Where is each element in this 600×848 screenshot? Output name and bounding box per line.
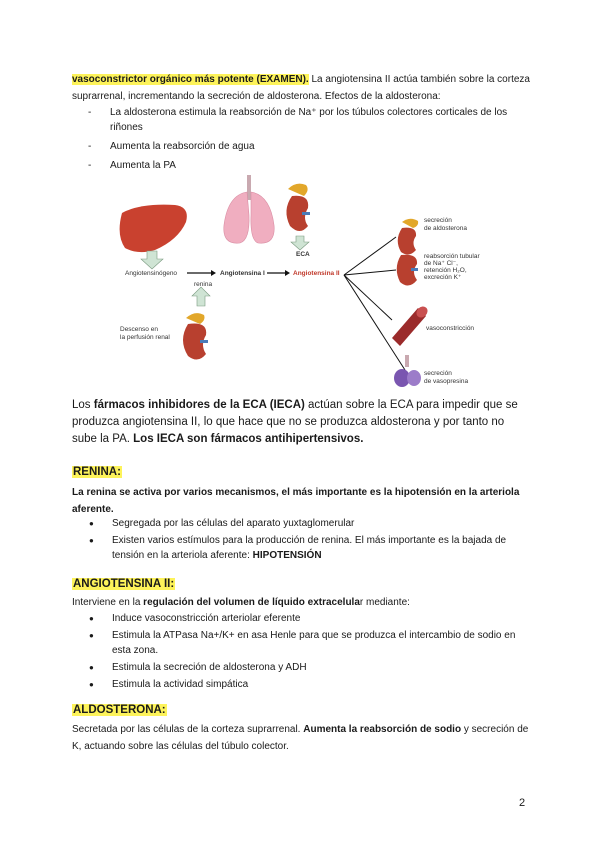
angiotensina-list [90,611,530,692]
vasopressin-line-2: de vasopresina [424,377,469,385]
kidney-adrenal-image [286,184,310,231]
aldosterona-paragraph [72,722,534,755]
low-perfusion-line-1: Descenso en [120,326,158,333]
eca-label: ECA [296,251,310,258]
list-item [90,516,530,531]
low-perfusion-line-2: la perfusión renal [120,333,170,341]
kidney-image [397,255,418,286]
ieca-bold-1: fármacos inhibidores de la ECA (IECA) [93,399,305,411]
aldosterone-secretion-label [424,217,467,232]
vasopressin-line-1: secreción [424,370,452,377]
list-item [90,533,530,563]
diagram-graphics [0,0,600,400]
aldo-secretion-line-1: secreción [424,217,452,224]
tubular-reabsorption-label [424,253,480,281]
down-arrow-icon [291,236,309,250]
page-number: 2 [519,797,526,809]
angiotensin2-label: Angiotensina II [293,270,340,277]
intro-text: La angiotensina II actúa también sobre la corteza suprarrenal, incrementando la secreción de aldosterona. Efectos de la aldosterona: [72,74,530,102]
angio-lead-a: Interviene en la [72,597,144,608]
lungs-image [224,175,274,243]
aldo-text-1: Secretada por las células de la corteza suprarrenal. [72,724,304,735]
renina-lead: La renina se activa por varios mecanismos, el más importante es la hipotensión en la arteriola aferente. [72,487,520,515]
aldo-text-2: y secreción de K, actuando sobre las células del túbulo colector. [72,724,529,752]
list-item: ● Estimula la secreción de aldosterona y ADH [90,660,530,675]
list-item: ● Estimula la ATPasa Na+/K+ en asa Henle para que se produzca el intercambio de sodio en esta zona. [90,628,530,658]
angio-lead-b: regulación del volumen de líquido extracelula [143,597,360,608]
renina-item-bold: HIPOTENSIÓN [252,550,322,561]
kidney-adrenal-image [398,219,418,255]
tubular-line-2: de Na⁺ Cl⁻, [424,260,458,267]
renin-label: renina [194,281,213,288]
angio-lead-c: r mediante: [359,597,410,608]
angiotensinogen-label: Angiotensinógeno [125,270,178,277]
renina-item-text: Existen varios estímulos para la producción de renina. El más importante es la bajada de tensión en la arteriola aferente: [112,535,507,561]
ieca-bold-2: Los IECA son fármacos antihipertensivos. [133,433,364,445]
aldosterona-heading: ALDOSTERONA: [73,704,166,716]
angiotensin1-label: Angiotensina I [220,270,265,277]
angiotensina-lead [72,595,534,612]
low-perfusion-label [120,326,170,341]
ieca-text-1: Los [72,399,94,411]
tubular-line-3: retención H₂O, [424,267,467,274]
tubular-line-1: reabsorción tubular [424,253,480,260]
aldo-bold-1: Aumenta la reabsorción de sodio [303,724,462,735]
vasopressin-label [424,370,468,385]
angiotensina-heading: ANGIOTENSINA II: [73,578,175,590]
ieca-paragraph [72,397,532,448]
list-item: ● Estimula la actividad simpática [90,677,530,692]
up-arrow-icon [192,287,210,306]
renina-item-text: Segregada por las células del aparato yuxtaglomerular [112,518,355,529]
renina-heading: RENINA: [73,466,121,478]
kidney-image [183,313,208,359]
list-item: - Aumenta la PA [92,158,522,173]
renina-list [90,516,530,563]
aldo-secretion-line-2: de aldosterona [424,224,468,232]
liver-image [120,205,187,252]
list-item: - Aumenta la reabsorción de agua [92,139,522,154]
blood-vessel-image [392,304,430,346]
list-item: - La aldosterona estimula la reabsorción de Na⁺ por los túbulos colectores corticales de los riñones [92,105,522,135]
list-item: ● Induce vasoconstricción arteriolar eferente [90,611,530,626]
down-arrow-icon [141,251,163,269]
raas-diagram [0,0,600,400]
vasoconstriction-label: vasoconstricción [426,325,475,332]
ieca-text-2: actúan sobre la ECA para impedir que se produzca angiotensina II, lo que hace que no se produzca aldosterona y por tanto no sube la PA. [72,399,518,445]
tubular-line-4: excreción K⁺ [424,274,462,281]
intro-highlight: vasoconstrictor orgánico más potente (EXAMEN). [72,74,309,85]
